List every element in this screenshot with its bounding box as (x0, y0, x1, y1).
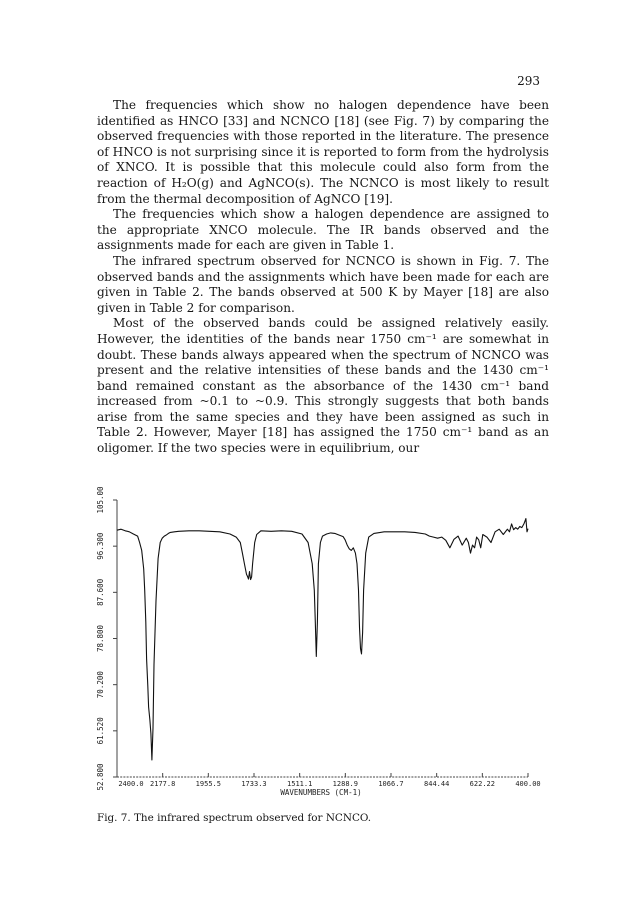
x-tick-label: 844.44 (424, 780, 450, 788)
y-tick-label: 78.800 (96, 624, 105, 653)
figure-caption: Fig. 7. The infrared spectrum observed for NCNCO. (97, 812, 372, 824)
page-number: 293 (517, 74, 540, 88)
paragraph: The infrared spectrum observed for NCNCO is shown in Fig. 7. The observed bands and the assignments which have been made for each are given in Table 2. The bands observed at 500 K by Mayer [18] are also given in Table 2 for comparison. (97, 253, 549, 315)
ir-spectrum-chart (0, 470, 635, 810)
y-tick-label: 70.200 (96, 671, 105, 699)
y-tick-label: 87.600 (96, 578, 105, 606)
paragraph: Most of the observed bands could be assigned relatively easily. However, the identities of the bands near 1750 cm⁻¹ are somewhat in doubt. These bands always appeared when the spectrum of NCNCO was present and the relative intensities of these bands and the 1430 cm⁻¹ band remained constant as the absorbance of the 1430 cm⁻¹ band increased from ~0.1 to ~0.9. This strongly suggests that both bands arise from the same species and they have been assigned as such in Table 2. However, Mayer [18] has assigned the 1750 cm⁻¹ band as an oligomer. If the two species were in equilibrium, our (97, 316, 549, 456)
x-axis-ticks (117, 773, 541, 788)
x-tick-label: 1288.9 (332, 780, 358, 788)
paragraph: The frequencies which show a halogen dependence are assigned to the appropriate XNCO molecule. The IR bands observed and the assignments made for each are given in Table 1. (97, 207, 549, 253)
x-tick-label: 400.00 (515, 780, 541, 788)
x-tick-label: 1511.1 (287, 780, 313, 788)
y-axis-ticks (96, 486, 117, 791)
body-text (97, 98, 549, 457)
x-axis-label: WAVENUMBERS (CM-1) (280, 788, 362, 797)
y-tick-label: 105.00 (96, 486, 105, 514)
y-tick-label: 61.520 (96, 717, 105, 745)
x-tick-label: 1066.7 (378, 780, 404, 788)
plot-frame (117, 500, 528, 777)
x-tick-label: 1955.5 (195, 780, 221, 788)
x-tick-label: 622.22 (469, 780, 495, 788)
paragraph: The frequencies which show no halogen dependence have been identified as HNCO [33] and NCNCO [18] (see Fig. 7) by comparing the observed frequencies with those reported in the literature. The presence of HNCO is not surprising since it is reported to form from the hydrolysis of XNCO. It is possible that this molecule could also form from the reaction of H₂O(g) and AgNCO(s). The NCNCO is most likely to result from the thermal decomposition of AgNCO [19]. (97, 98, 549, 206)
y-tick-label: 96.300 (96, 532, 105, 560)
x-tick-label: 2400.0 (118, 780, 144, 788)
y-tick-label: 52.800 (96, 763, 105, 791)
spectrum-series-line (117, 519, 528, 760)
x-tick-label: 2177.8 (150, 780, 176, 788)
x-tick-label: 1733.3 (241, 780, 267, 788)
